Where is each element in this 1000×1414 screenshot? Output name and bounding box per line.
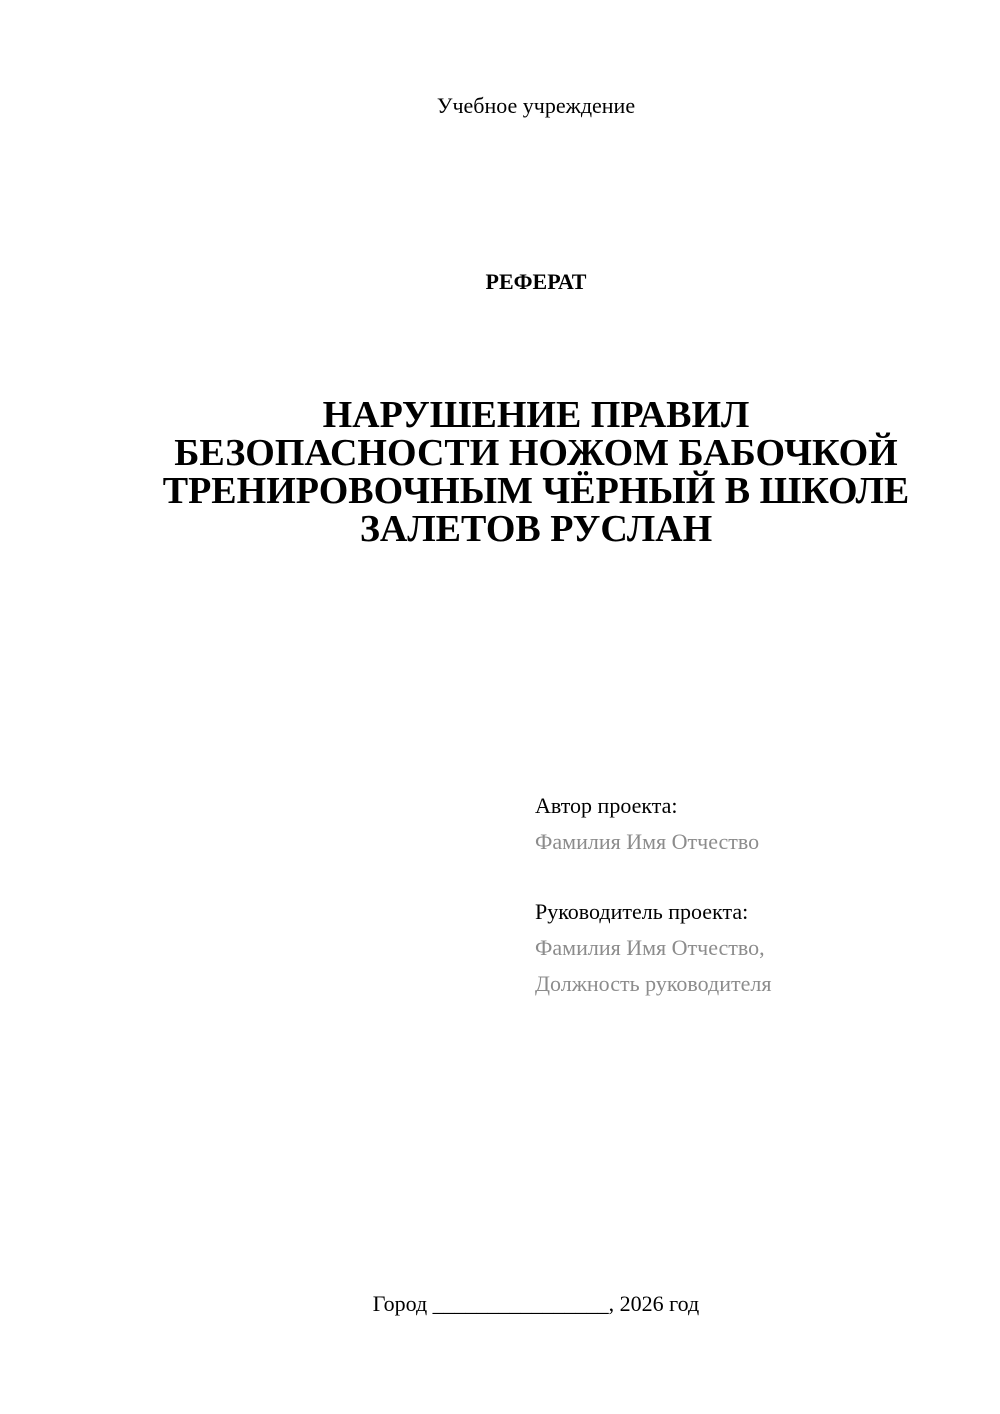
- document-topic: [100, 396, 972, 548]
- city-year-line: [0, 1290, 1000, 1318]
- supervisor-label: Руководитель проекта:: [535, 899, 749, 924]
- topic-line: БЕЗОПАСНОСТИ НОЖОМ БАБОЧКОЙ: [174, 432, 898, 474]
- supervisor-position: Должность руководителя: [535, 971, 772, 996]
- credits-block: [535, 788, 975, 1002]
- city-label: Город: [372, 1291, 428, 1316]
- document-type: РЕФЕРАТ: [485, 269, 587, 294]
- topic-line: ТРЕНИРОВОЧНЫМ ЧЁРНЫЙ В ШКОЛЕ: [162, 470, 910, 512]
- supervisor-name: Фамилия Имя Отчество,: [535, 935, 765, 960]
- author-label: Автор проекта:: [535, 793, 678, 818]
- institution-name: Учебное учреждение: [436, 93, 636, 118]
- author-name: Фамилия Имя Отчество: [535, 829, 760, 854]
- topic-line: ЗАЛЕТОВ РУСЛАН: [359, 508, 713, 550]
- topic-line: НАРУШЕНИЕ ПРАВИЛ: [322, 394, 750, 436]
- credits-spacer: [535, 860, 975, 894]
- city-blank: ________________: [432, 1291, 609, 1316]
- year-text: , 2026 год: [608, 1291, 700, 1316]
